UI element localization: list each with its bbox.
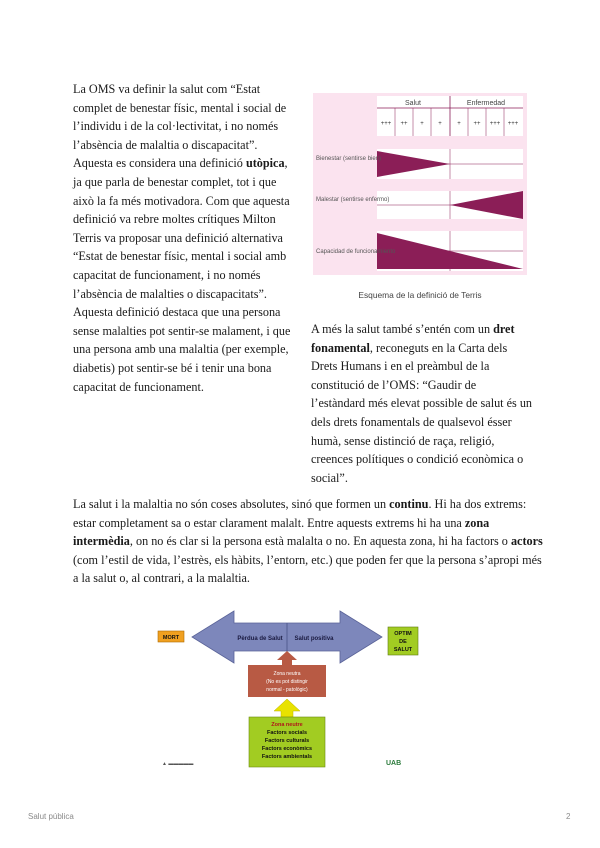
bold-zona-intermedia: zona intermèdia	[73, 515, 490, 549]
health-continuum-diagram	[150, 603, 450, 773]
terris-schema-svg	[313, 93, 527, 275]
sign-2: ++	[400, 121, 408, 127]
bold-utopica: utòpica	[245, 156, 285, 171]
bold-actors: actors	[510, 534, 543, 549]
continuum-paragraph: La salut i la malaltia no són coses absolutes, sinó que formen un continu. Hi ha dos extrems: estar completament sa o estar clarament malalt. Entre aquests extrems hi ha una zona intermèdia, on no és clar si la persona està malalta o no. En aquesta zona, hi ha factors o actors (com l’estil de vida, l’estrès, els hàbits, l’entorn, etc.) que poden fer que la persona s’apropi més a la salut o, al contrari, a la malaltia.	[73, 497, 543, 586]
rights-paragraph: A més la salut també s’entén com un dret fonamental, reconeguts en la Carta dels Drets Humans i en el preàmbul de la constitució de l’OMS: “Gaudir de l’estàndard més elevat possible de salut és un dels drets fonamentals de qualsevol ésser humà, sense distinció de raça, religió, creences polítiques o condició econòmica o social”.	[311, 322, 533, 485]
factor-culturals: Factors culturals	[264, 738, 310, 744]
bold-dret-fonamental: dret fonamental	[311, 322, 515, 355]
optim-label-1: OPTIM	[394, 631, 412, 637]
neutral-label-3: normal - patològic)	[266, 687, 308, 693]
sign-6: ++	[473, 121, 481, 127]
optim-label-3: SALUT	[393, 647, 413, 653]
intro-paragraph: La OMS va definir la salut com “Estat complet de benestar físic, mental i social de l’individu i de la col·lectivitat, i no només l’absència de malaltia o discapacitat”. Aquesta es considera una definició utòpica, ja que parla de benestar complet, tot i que això la fa més motivadora. Com que aquesta definició va rebre moltes crítiques Milton Terris va proposar una definició alternativa “Estat de benestar físic, mental i social amb capacitat de funcionament, i no només l’absència de malalties o discapacitats”. Aquesta definició destaca que una persona sense malalties pot sentir-se malament, i que una persona amb una malaltia (per exemple, diabetis) pot sentir-se bé i tenir una bona capacitat de funcionament.	[73, 82, 291, 394]
mort-label: MORT	[162, 635, 180, 641]
arrow-label-loss: Pèrdua de Salut	[237, 636, 283, 642]
schema-row2-label: Malestar (sentirse enfermo)	[316, 197, 390, 203]
schema-row1-label: Bienestar (sentirse bien)	[316, 156, 382, 162]
arrow-label-positive: Salut positiva	[294, 636, 334, 642]
uab-logo: UAB	[386, 760, 402, 767]
continuum-svg	[150, 603, 450, 773]
schema-col-salut: Salut	[405, 100, 421, 107]
sign-8: +++	[507, 121, 519, 127]
neutral-up-arrow	[277, 651, 297, 665]
factors-up-arrow	[274, 699, 300, 717]
terris-schema-figure	[313, 93, 527, 275]
sign-1: +++	[380, 121, 392, 127]
bold-continu: continu	[389, 497, 429, 511]
neutral-label-2: (No es pot distingir	[266, 679, 308, 685]
sign-5: +	[457, 121, 461, 127]
schema-caption: Esquema de la definició de Terris	[358, 290, 482, 300]
factors-title: Zona neutre	[271, 722, 303, 728]
factor-socials: Factors socials	[266, 730, 308, 736]
sign-7: +++	[489, 121, 501, 127]
schema-row3-label: Capacidad de funcionamiento	[316, 249, 396, 255]
page-number: 2	[566, 812, 571, 821]
sign-4: +	[438, 121, 442, 127]
logo-left: ▲ ▬▬▬▬▬	[162, 761, 194, 767]
factor-economics: Factors econòmics	[261, 746, 313, 752]
sign-3: +	[420, 121, 424, 127]
footer-left: Salut pública	[28, 812, 74, 821]
schema-col-enfermedad: Enfermedad	[466, 100, 506, 107]
optim-label-2: DE	[399, 639, 407, 645]
factor-ambientals: Factors ambientals	[261, 754, 313, 760]
neutral-label-1: Zona neutra	[273, 671, 301, 677]
